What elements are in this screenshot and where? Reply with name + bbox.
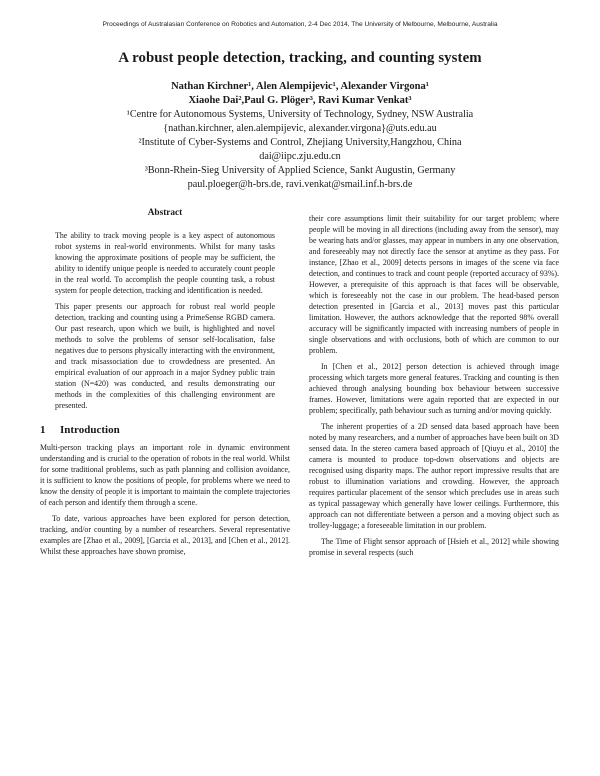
email-zju: dai@iipc.zju.edu.cn (259, 151, 341, 162)
section-number: 1 (40, 424, 46, 437)
email-uts: {nathan.kirchner, alen.alempijevic, alexander.virgona}@uts.edu.au (163, 123, 437, 134)
abstract-paragraph-1: The ability to track moving people is a key aspect of autonomous robot systems in real-world environments. Whilst for many tasks knowing the approximate positions of people may be sufficient, the ability to identify unique people is needed to accurately count people in the real world. To accomplish the people counting task, a robust system for people detection, tracking and identification is needed. (55, 231, 275, 296)
abstract-paragraph-2: This paper presents our approach for robust real world people detection, tracking and counting using a PrimeSense RGBD camera. Our past research, upon which we built, is highlighted and novel methods to solve the problems of sensor self-localisation, false negatives due to persons physically interacting with the environment, and track misassociation due to crowdedness are presented. An empirical evaluation of our approach in a major Sydney public train station (N=420) was conducted, and results demonstrating our methods in the complexities of this challenging environment are presented. (55, 302, 275, 411)
abstract (40, 208, 290, 411)
body-paragraph-3: The inherent properties of a 2D sensed data based approach have been noted by many researchers, and a number of approaches have been built on 3D sensed data. In the stereo camera based approach of [Qiuyu et al., 2010] the camera is mounted to produce top-down observations and objects are recognised using disparity maps. The author report impressive results that are robust to illumination variations and crowding. However, the approach requires particular placement of the sensor which precludes use in areas such as typical passageway which generally have lower ceilings. Furthermore, this approach can not differentiate between a person and a moving object such as trolley-luggage; a foreseeable limitation in our problem. (309, 422, 559, 531)
body-paragraph-4: The Time of Flight sensor approach of [Hsieh et al., 2012] while showing promise in several respects (such (309, 537, 559, 558)
body-paragraph-1: their core assumptions limit their suitability for our target problem; where people will be moving in all directions (including away from the sensor), may be wearing hats and/or glasses, may appear in numbers in any one observation, and foreseeably may not directly face the sensor at anytime as they pass. For instance, [Zhao et al., 2009] detects persons in images of the scene via face detection, and continues to track and count people (reported accuracy of 93%). However, a prerequisite of this approach is that faces will be observable, which is foreseeably not the case in our problem. The head-based person detection presented in [Garcia et al., 2013] moves past this particular limitation. However, the authors acknowledge that the reported 98% overall accuracy will be significantly impacted with increasing numbers of people in single observations and with occlusions, both of which are common to our problem. (309, 214, 559, 356)
intro-paragraph-1: Multi-person tracking plays an important role in dynamic environment understanding and is crucial to the operation of robots in the real world. Whilst for some traditional problems, such as path planning and collision avoidance, it is sufficient to know the positions of people, for problems where we need to know the density of people it is important to maintain the complete trajectories of each person and identify them through a scene. (40, 443, 290, 508)
section-title: Introduction (60, 424, 120, 437)
email-brs: paul.ploeger@h-brs.de, ravi.venkat@smail.inf.h-brs.de (187, 179, 413, 190)
abstract-heading: Abstract (147, 208, 183, 218)
affiliation-zju: ²Institute of Cyber-Systems and Control, Zhejiang University,Hangzhou, China (138, 137, 462, 148)
intro-paragraph-2: To date, various approaches have been explored for person detection, tracking, and/or counting by a number of researchers. Several representative examples are [Zhao et al., 2009], [Garcia et al., 2013], and [Chen et al., 2012]. Whilst these approaches have shown promise, (40, 514, 290, 557)
authors-line-2: Xiaohe Dai²,Paul G. Plöger³, Ravi Kumar Venkat³ (188, 95, 412, 106)
authors-line-1: Nathan Kirchner¹, Alen Alempijevic¹, Alexander Virgona¹ (171, 81, 429, 92)
right-column (309, 213, 559, 558)
section-heading-introduction (40, 425, 290, 436)
body-paragraph-2: In [Chen et al., 2012] person detection is achieved through image processing which targets more general features. Tracking and counting is then achieved through analysing bounding box behaviour between successive frames. However, limitations were again reported that are expected in our problem; specifically, path behaviour such as turning and/or moving quickly. (309, 362, 559, 416)
author-block (0, 80, 600, 192)
paper-title: A robust people detection, tracking, and counting system (118, 50, 482, 66)
left-column (40, 208, 290, 557)
affiliation-uts: ¹Centre for Autonomous Systems, University of Technology, Sydney, NSW Australia (126, 109, 474, 120)
affiliation-brs: ³Bonn-Rhein-Sieg University of Applied Science, Sankt Augustin, Germany (144, 165, 456, 176)
running-head: Proceedings of Australasian Conference on Robotics and Automation, 2-4 Dec 2014, The University of Melbourne, Melbourne, Australia (102, 21, 498, 28)
